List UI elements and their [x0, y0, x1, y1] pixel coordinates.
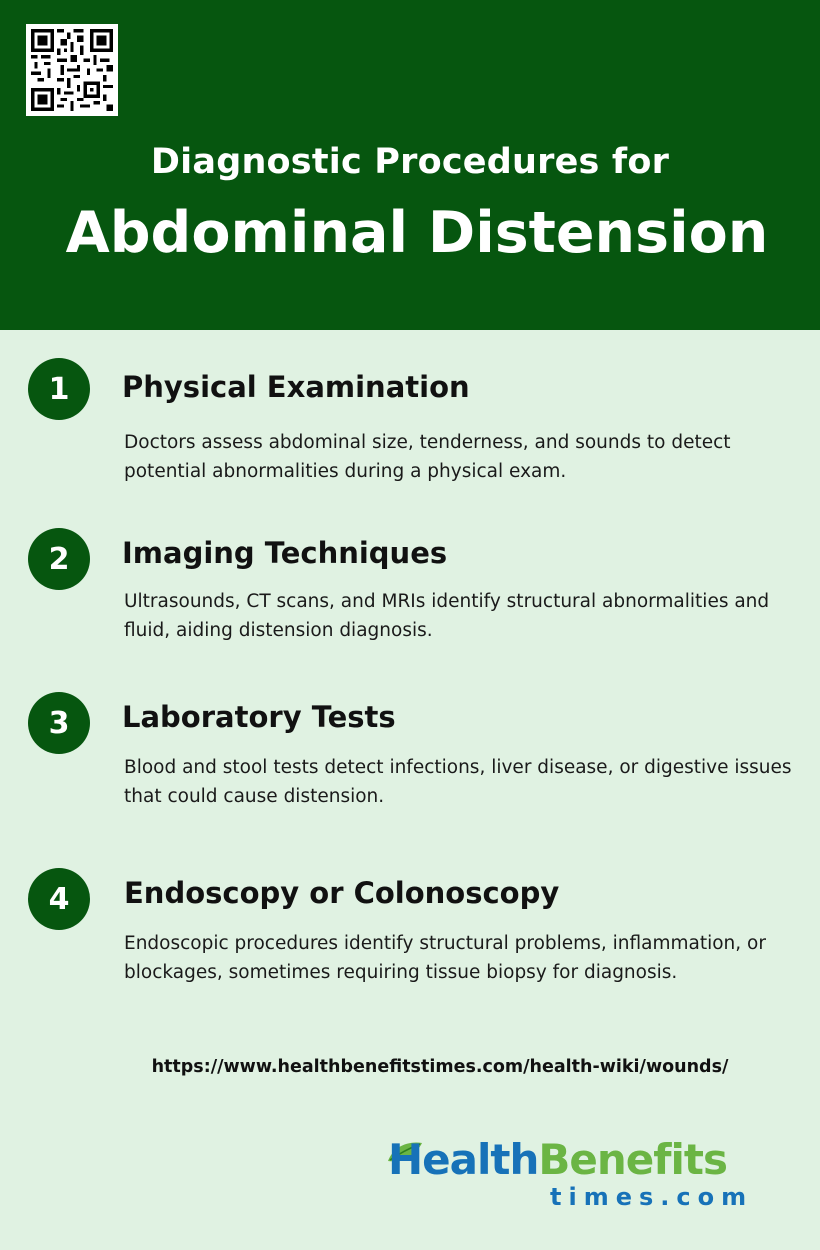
step-number-badge: 1 [28, 358, 90, 420]
procedure-title: Imaging Techniques [122, 536, 448, 570]
brand-logo [388, 1135, 778, 1215]
procedure-description: Endoscopic procedures identify structural problems, inflammation, or blockages, sometimes requiring tissue biopsy for diagnosis. [124, 933, 766, 983]
procedure-title: Endoscopy or Colonoscopy [124, 876, 560, 910]
procedure-title: Physical Examination [122, 370, 470, 404]
procedure-description: Doctors assess abdominal size, tenderness, and sounds to detect potential abnormalities during a physical exam. [124, 432, 731, 482]
procedure-title: Laboratory Tests [122, 700, 396, 734]
step-number-badge: 2 [28, 528, 90, 590]
logo-health: Health [388, 1135, 539, 1184]
procedure-description: Blood and stool tests detect infections, liver disease, or digestive issues that could cause distension. [124, 757, 792, 807]
logo-domain: times.com [550, 1183, 754, 1211]
step-number-badge: 4 [28, 868, 90, 930]
page-title: Abdominal Distension [65, 200, 769, 266]
logo-benefits: Benefits [538, 1135, 727, 1184]
header-subtitle: Diagnostic Procedures for [150, 142, 670, 182]
source-url[interactable]: https://www.healthbenefitstimes.com/health-wiki/wounds/ [151, 1057, 729, 1077]
header-banner [0, 0, 820, 330]
step-number-badge: 3 [28, 692, 90, 754]
logo-wordmark [388, 1135, 727, 1184]
procedure-description: Ultrasounds, CT scans, and MRIs identify structural abnormalities and fluid, aiding distension diagnosis. [124, 591, 770, 641]
qr-code-icon [26, 24, 118, 116]
